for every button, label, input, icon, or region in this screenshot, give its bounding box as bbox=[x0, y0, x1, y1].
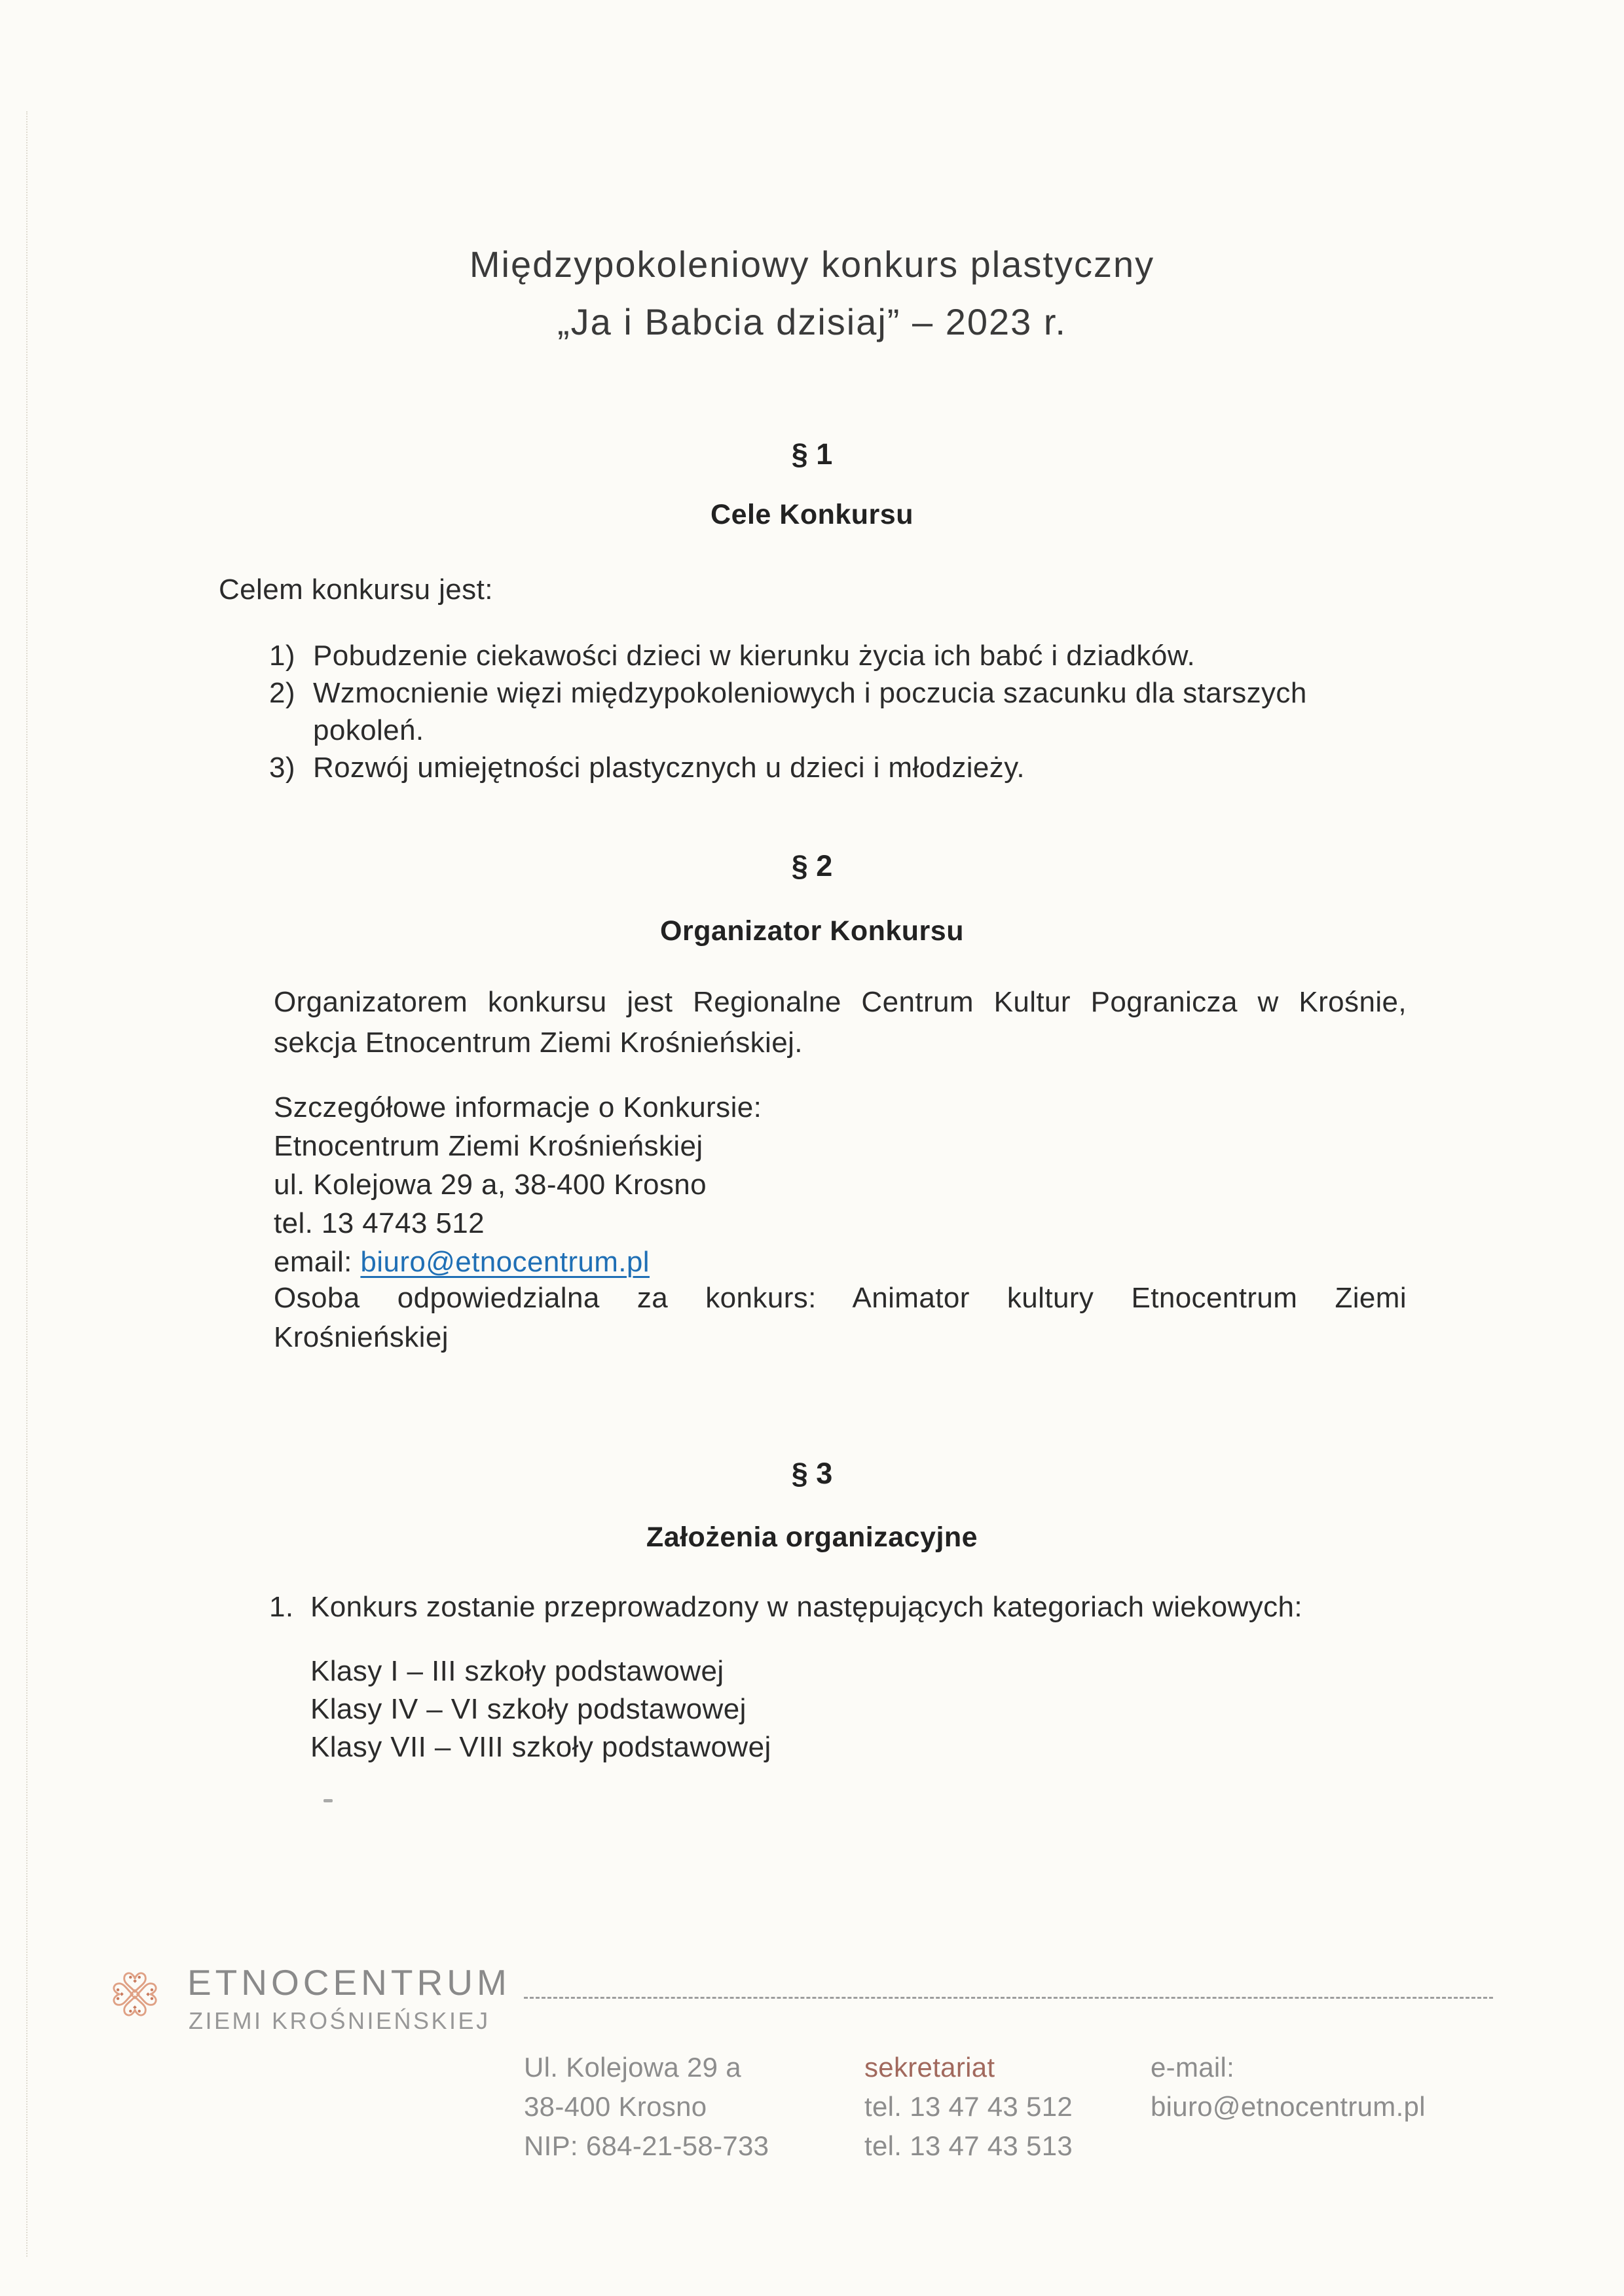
organizer-paragraph-line2: sekcja Etnocentrum Ziemi Krośnieńskiej. bbox=[274, 1027, 803, 1059]
list-item-text: pokoleń. bbox=[313, 714, 424, 746]
categories-item bbox=[269, 1591, 1422, 1624]
list-item bbox=[269, 674, 1307, 712]
list-item-number: 3) bbox=[269, 752, 295, 784]
goals-list bbox=[269, 637, 1307, 786]
document-title-line2: „Ja i Babcia dzisiaj” – 2023 r. bbox=[557, 301, 1067, 342]
footer-phone-line: tel. 13 47 43 512 bbox=[864, 2091, 1073, 2122]
section1-intro: Celem konkursu jest: bbox=[219, 574, 493, 606]
list-item-number: 2) bbox=[269, 677, 295, 709]
footer-address-column bbox=[524, 2048, 769, 2166]
logo-subtitle: ZIEMI KROŚNIEŃSKIEJ bbox=[189, 2007, 490, 2034]
footer-divider bbox=[524, 1997, 1493, 1999]
item-text: Konkurs zostanie przeprowadzony w następujących kategoriach wiekowych: bbox=[310, 1591, 1302, 1623]
section3-heading: Założenia organizacyjne bbox=[646, 1522, 978, 1553]
age-category-line: Klasy IV – VI szkoły podstawowej bbox=[310, 1693, 747, 1725]
section1-mark: § 1 bbox=[791, 437, 833, 471]
logo-wordmark: ETNOCENTRUM bbox=[187, 1962, 511, 2003]
section2-mark: § 2 bbox=[791, 849, 833, 883]
footer-address-line: 38-400 Krosno bbox=[524, 2091, 707, 2122]
footer-email-column bbox=[1151, 2048, 1426, 2126]
age-category-line: Klasy VII – VIII szkoły podstawowej bbox=[310, 1731, 771, 1763]
footer-office-column bbox=[864, 2048, 1073, 2166]
responsible-person-line1: Osoba odpowiedzialna za konkurs: Animator kultury Etnocentrum Ziemi bbox=[274, 1282, 1407, 1314]
folk-flower-icon bbox=[103, 1956, 166, 2032]
email-label: email: bbox=[274, 1246, 361, 1278]
footer-office-label: sekretariat bbox=[864, 2052, 995, 2083]
footer-phone-line: tel. 13 47 43 513 bbox=[864, 2130, 1073, 2161]
footer-email-label: e-mail: bbox=[1151, 2052, 1235, 2083]
list-item-text: Pobudzenie ciekawości dzieci w kierunku życia ich babć i dziadków. bbox=[313, 640, 1196, 672]
age-category-line: Klasy I – III szkoły podstawowej bbox=[310, 1655, 724, 1687]
list-item-text: Wzmocnienie więzi międzypokoleniowych i poczucia szacunku dla starszych bbox=[313, 677, 1307, 709]
responsible-person-line2: Krośnieńskiej bbox=[274, 1321, 449, 1353]
contact-org-line: Etnocentrum Ziemi Krośnieńskiej bbox=[274, 1130, 703, 1162]
organizer-paragraph-line1: Organizatorem konkursu jest Regionalne Centrum Kultur Pogranicza w Krośnie, bbox=[274, 986, 1407, 1018]
etnocentrum-logo bbox=[103, 1956, 166, 2035]
list-item-number: 1) bbox=[269, 640, 295, 672]
contact-block bbox=[274, 1088, 762, 1281]
list-item-continuation bbox=[269, 712, 1307, 749]
item-number: 1. bbox=[269, 1591, 294, 1623]
section3-mark: § 3 bbox=[791, 1457, 833, 1490]
email-link[interactable]: biuro@etnocentrum.pl bbox=[360, 1246, 650, 1278]
footer-nip-line: NIP: 684-21-58-733 bbox=[524, 2130, 769, 2161]
age-categories bbox=[310, 1652, 771, 1766]
section1-heading: Cele Konkursu bbox=[710, 499, 913, 530]
contact-info-line: Szczegółowe informacje o Konkursie: bbox=[274, 1091, 762, 1123]
footer-address-line: Ul. Kolejowa 29 a bbox=[524, 2052, 741, 2083]
contact-email-line bbox=[274, 1243, 762, 1281]
scan-artifact-dot bbox=[323, 1799, 333, 1802]
list-item bbox=[269, 749, 1307, 786]
list-item bbox=[269, 637, 1307, 674]
contact-phone-line: tel. 13 4743 512 bbox=[274, 1207, 485, 1239]
list-item-text: Rozwój umiejętności plastycznych u dzieci i młodzieży. bbox=[313, 752, 1025, 784]
scan-edge-artifact bbox=[26, 111, 28, 2257]
document-title-line1: Międzypokoleniowy konkurs plastyczny bbox=[469, 244, 1155, 285]
footer-email-value: biuro@etnocentrum.pl bbox=[1151, 2091, 1426, 2122]
contact-address-line: ul. Kolejowa 29 a, 38-400 Krosno bbox=[274, 1169, 707, 1201]
section2-heading: Organizator Konkursu bbox=[660, 915, 964, 947]
document-title bbox=[0, 236, 1624, 351]
